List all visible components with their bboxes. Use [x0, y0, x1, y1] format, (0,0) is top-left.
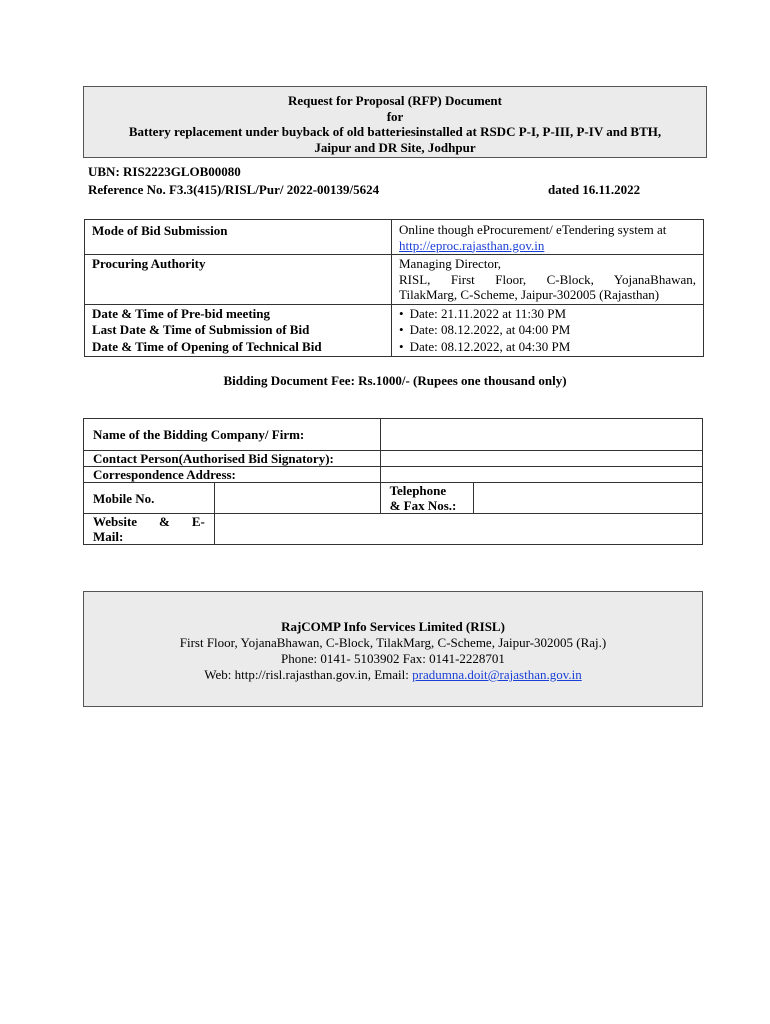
- table-row: [84, 483, 703, 514]
- prebid-value: • Date: 21.11.2022 at 11:30 PM: [392, 304, 704, 322]
- company-label: Name of the Bidding Company/ Firm:: [84, 419, 381, 451]
- organisation-web: Web: http://risl.rajasthan.gov.in, Email: pradumna.doit@rajasthan.gov.in: [204, 667, 582, 682]
- table-row: [84, 451, 703, 467]
- organisation-address: First Floor, YojanaBhawan, C-Block, TilakMarg, C-Scheme, Jaipur-302005 (Raj.): [179, 635, 607, 650]
- bidding-fee: Bidding Document Fee: Rs.1000/- (Rupees one thousand only): [223, 373, 567, 388]
- mode-value: [392, 220, 704, 255]
- authority-line-1: Managing Director,: [399, 256, 502, 271]
- organisation-name: RajCOMP Info Services Limited (RISL): [281, 619, 505, 634]
- table-row: [84, 467, 703, 483]
- telephone-field[interactable]: [473, 483, 702, 514]
- website-label: Website & E- Mail:: [84, 514, 215, 545]
- telephone-label: Telephone & Fax Nos.:: [380, 483, 473, 514]
- contact-field[interactable]: [380, 451, 702, 467]
- submission-value: • Date: 08.12.2022, at 04:00 PM: [392, 322, 704, 338]
- table-row: [85, 220, 704, 255]
- address-label: Correspondence Address:: [84, 467, 381, 483]
- authority-label: Procuring Authority: [85, 255, 392, 305]
- mode-text: Online though eProcurement/ eTendering system at: [399, 222, 667, 237]
- address-field[interactable]: [380, 467, 702, 483]
- organisation-phone: Phone: 0141- 5103902 Fax: 0141-2228701: [281, 651, 505, 666]
- email-link[interactable]: pradumna.doit@rajasthan.gov.in: [412, 667, 582, 682]
- table-row: [84, 514, 703, 545]
- authority-line-3: TilakMarg, C-Scheme, Jaipur-302005 (Rajasthan): [399, 287, 660, 302]
- bidder-details-table: [83, 418, 703, 545]
- title-box: [83, 86, 707, 158]
- authority-value: [392, 255, 704, 305]
- ubn: UBN: RIS2223GLOB00080: [88, 164, 241, 179]
- bid-info-table: [84, 219, 704, 357]
- title-line-2: for: [386, 108, 404, 124]
- title-line-1: Request for Proposal (RFP) Document: [288, 93, 502, 108]
- contact-label: Contact Person(Authorised Bid Signatory):: [84, 451, 381, 467]
- table-row: [85, 304, 704, 322]
- table-row: [85, 255, 704, 305]
- prebid-label: Date & Time of Pre-bid meeting: [85, 304, 392, 322]
- organisation-box: [83, 591, 703, 707]
- authority-line-2: RISL, First Floor, C-Block, YojanaBhawan,: [399, 271, 696, 287]
- title-line-3: Battery replacement under buyback of old batteriesinstalled at RSDC P-I, P-III, P-IV and BTH,: [128, 124, 662, 139]
- website-field[interactable]: [214, 514, 702, 545]
- table-row: [85, 338, 704, 357]
- reference-number: Reference No. F3.3(415)/RISL/Pur/ 2022-00139/5624: [88, 182, 380, 197]
- company-field[interactable]: [380, 419, 702, 451]
- submission-label: Last Date & Time of Submission of Bid: [85, 322, 392, 338]
- mobile-field[interactable]: [214, 483, 380, 514]
- table-row: [85, 322, 704, 338]
- opening-label: Date & Time of Opening of Technical Bid: [85, 338, 392, 357]
- reference-date: dated 16.11.2022: [548, 182, 641, 197]
- title-line-4: Jaipur and DR Site, Jodhpur: [314, 139, 476, 155]
- table-row: [84, 419, 703, 451]
- eproc-link[interactable]: http://eproc.rajasthan.gov.in: [399, 237, 545, 253]
- mobile-label: Mobile No.: [84, 483, 215, 514]
- mode-label: Mode of Bid Submission: [85, 220, 392, 255]
- opening-value: • Date: 08.12.2022, at 04:30 PM: [392, 338, 704, 357]
